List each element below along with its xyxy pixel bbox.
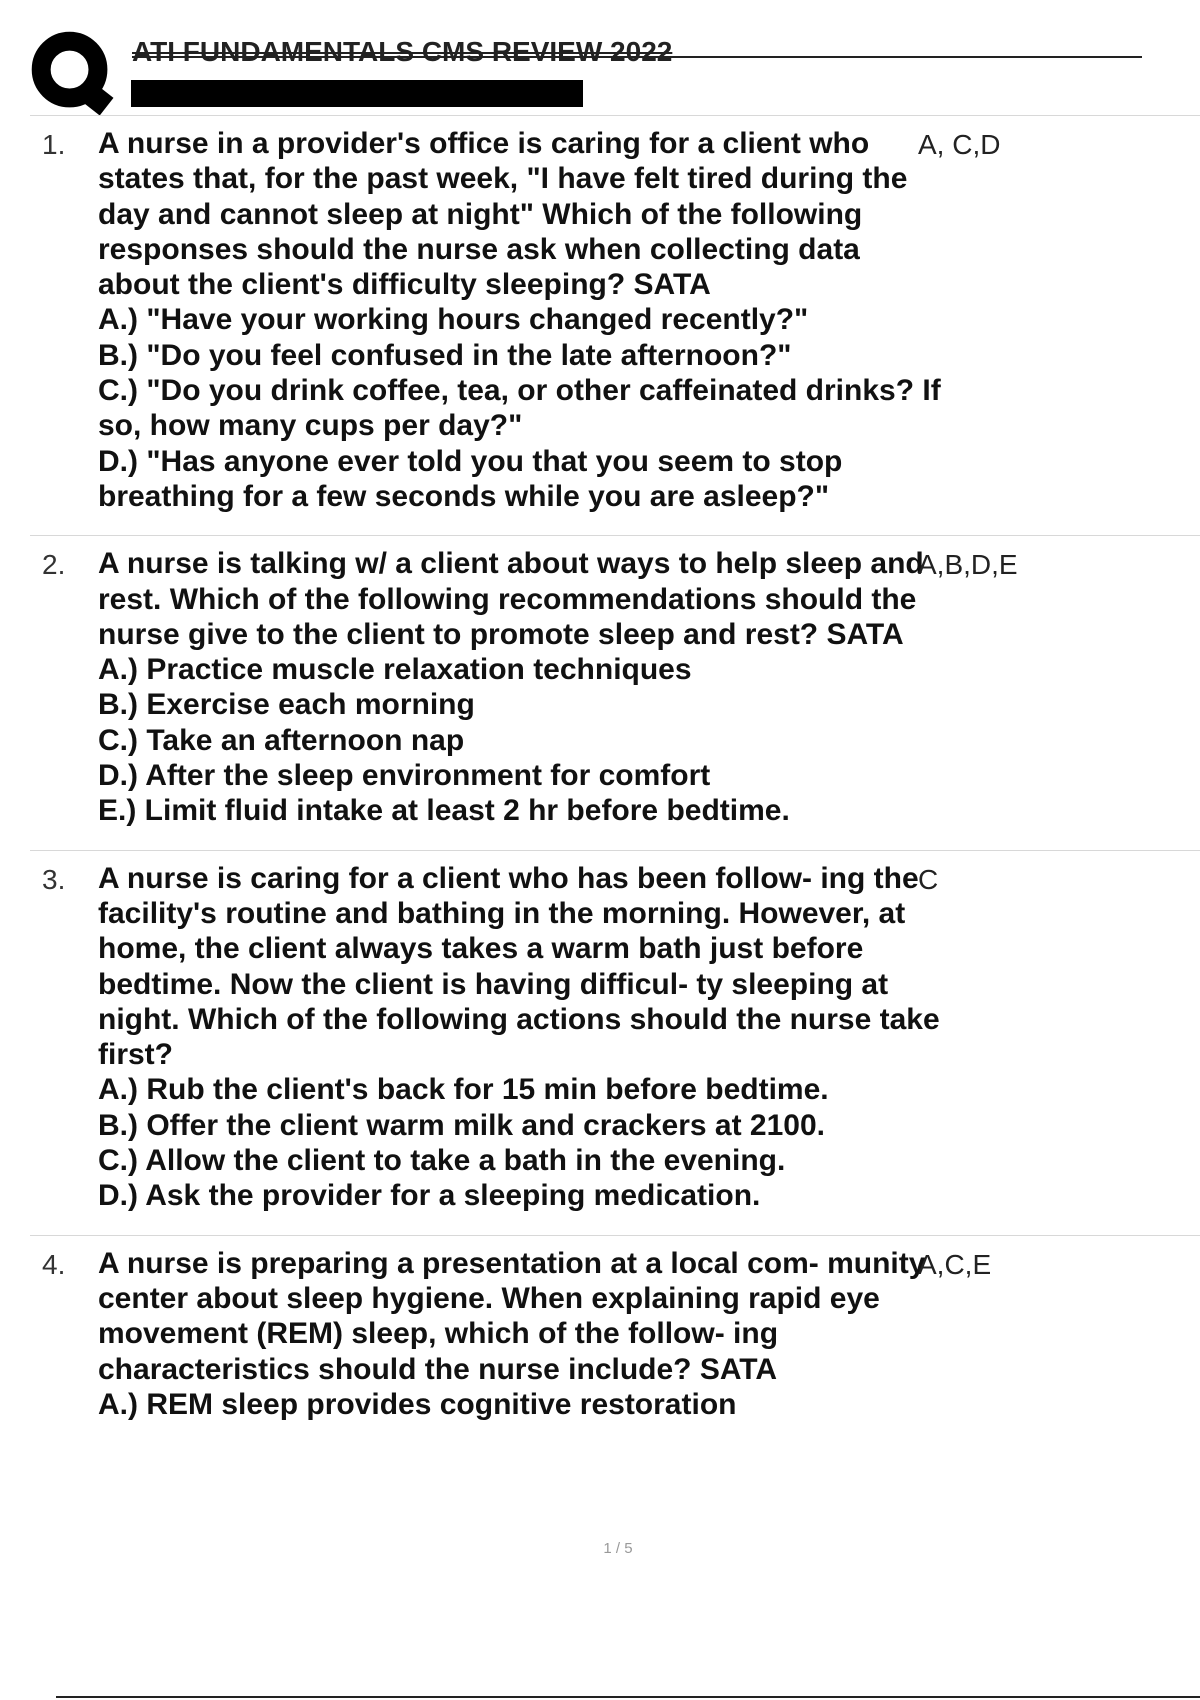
question-number: 2. [42,549,66,581]
question-body [98,126,943,514]
answer-option: D.) After the sleep environment for comfort [98,759,711,793]
answer-option: B.) Exercise each morning [98,688,475,722]
document-title: ATI FUNDAMENTALS CMS REVIEW 2022 [132,36,673,67]
question-number: 1. [42,129,66,160]
question-stem: A nurse in a provider's office is caring for a client who states that, for the past week, "I have felt tired during the day and cannot sleep at night" Which of the following responses should the nurse ask when collecting data about the client's difficulty sleeping? SATA [98,127,908,302]
footer-rule [56,1696,1200,1698]
question-number: 4. [42,1248,66,1280]
redaction-bar [131,80,583,107]
page-number: 1 / 5 [603,1540,633,1557]
answer-option: C.) "Do you drink coffee, tea, or other caffeinated drinks? If so, how many cups per day?" [98,374,941,443]
answer-key: A,B,D,E [918,549,1018,581]
answer-option: A.) REM sleep provides cognitive restoration [98,1387,737,1421]
answer-key: C [918,863,939,895]
answer-option: D.) Ask the provider for a sleeping medication. [98,1179,761,1213]
question-body [98,546,943,828]
question-body [98,1246,943,1422]
question-list [30,116,1200,1443]
question-item [30,536,1200,850]
answer-key: A,C,E [918,1248,992,1280]
answer-option: A.) Rub the client's back for 15 min before bedtime. [98,1073,829,1107]
answer-key: A, C,D [918,129,1001,160]
title-rule [132,56,1142,58]
question-body [98,861,943,1214]
answer-option: D.) "Has anyone ever told you that you seem to stop breathing for a few seconds while you are asleep?" [98,444,843,513]
quizlet-logo-icon [30,30,116,116]
question-number: 3. [42,863,66,895]
answer-option: C.) Take an afternoon nap [98,723,465,757]
question-stem: A nurse is caring for a client who has been follow- ing the facility's routine and bathing in the morning. However, at home, the client always takes a warm bath just before bedtime. Now the client is having difficul- ty sleeping at night. Which of the following actions should the nurse take first? [98,861,940,1072]
answer-option: A.) Practice muscle relaxation techniques [98,653,692,687]
question-item [30,851,1200,1236]
answer-option: A.) "Have your working hours changed recently?" [98,303,809,337]
answer-option: B.) "Do you feel confused in the late afternoon?" [98,338,792,372]
question-stem: A nurse is talking w/ a client about ways to help sleep and rest. Which of the following recommendations should the nurse give to the client to promote sleep and rest? SATA [98,547,924,651]
question-stem: A nurse is preparing a presentation at a local com- munity center about sleep hygiene. When explaining rapid eye movement (REM) sleep, which of the follow- ing characteristics should the nurse include? SATA [98,1246,926,1386]
question-item [30,1236,1200,1443]
answer-option: C.) Allow the client to take a bath in the evening. [98,1144,786,1178]
question-item [30,116,1200,536]
answer-option: E.) Limit fluid intake at least 2 hr before bedtime. [98,794,790,828]
answer-option: B.) Offer the client warm milk and crackers at 2100. [98,1108,825,1142]
